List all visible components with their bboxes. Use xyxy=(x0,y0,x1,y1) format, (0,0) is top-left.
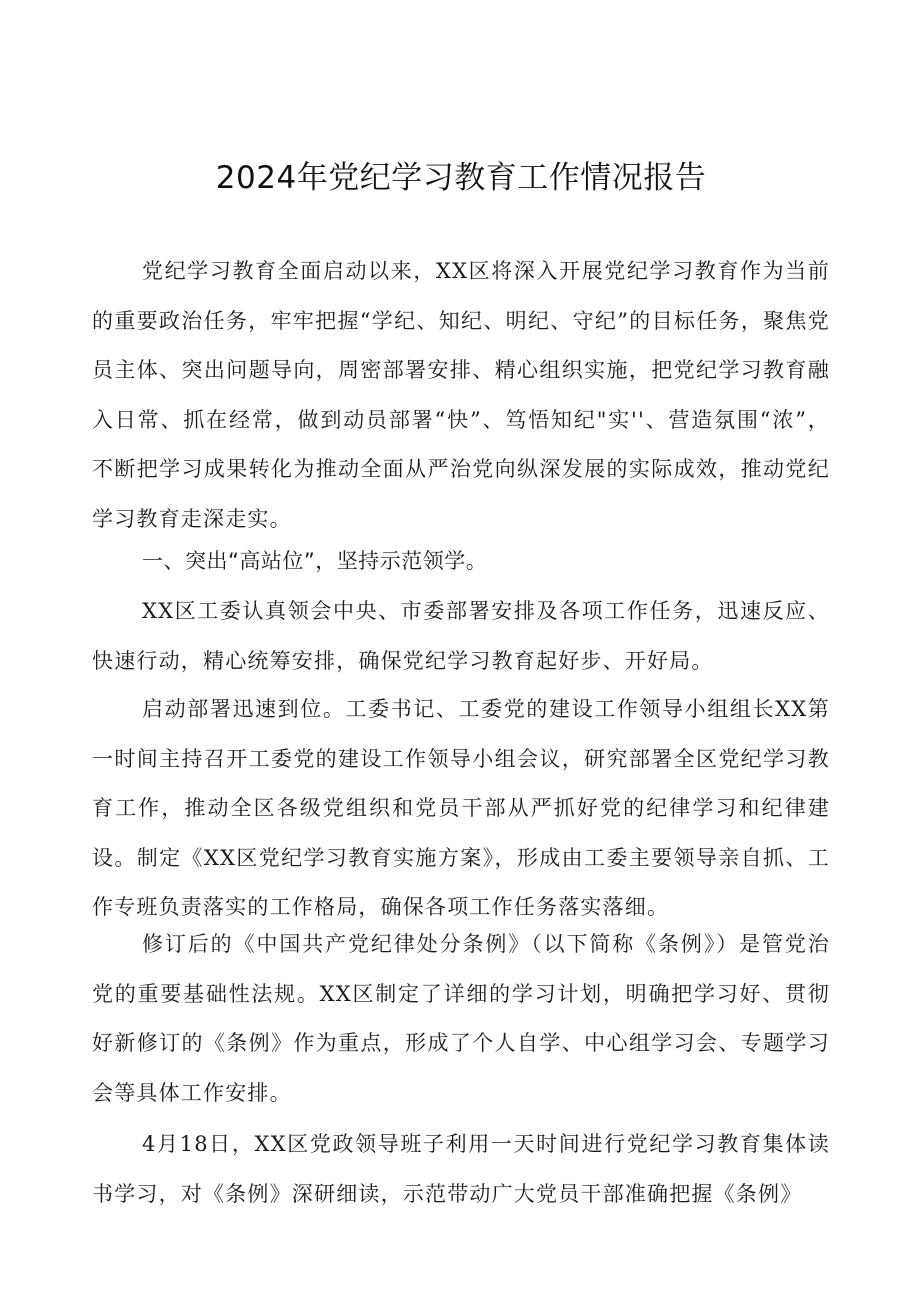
paragraph-deployment: 启动部署迅速到位。工委书记、工委党的建设工作领导小组组长XX第一时间主持召开工委党的建设工作领导小组会议，研究部署全区党纪学习教育工作，推动全区各级党组织和党员干部从严抓好党的纪律学习和纪律建设。制定《XX区党纪学习教育实施方案》，形成由工委主要领导亲自抓、工作专班负责落实的工作格局，确保各项工作任务落实落细。 xyxy=(92,697,830,919)
paragraph-regulations: 修订后的《中国共产党纪律处分条例》（以下简称《条例》）是管党治党的重要基础性法规。XX区制定了详细的学习计划，明确把学习好、贯彻好新修订的《条例》作为重点，形成了个人自学、中心组学习会、专题学习会等具体工作安排。 xyxy=(92,932,830,1105)
paragraph-section-1: XX区工委认真领会中央、市委部署安排及各项工作任务，迅速反应、快速行动，精心统筹安排，确保党纪学习教育起好步、开好局。 xyxy=(92,599,830,673)
document-title: 2024年党纪学习教育工作情况报告 xyxy=(215,160,707,196)
section-heading-1: 一、突出“高站位”，坚持示范领学。 xyxy=(142,549,488,573)
paragraph-intro: 党纪学习教育全面启动以来，XX区将深入开展党纪学习教育作为当前的重要政治任务，牢牢把握“学纪、知纪、明纪、守纪”的目标任务，聚焦党员主体、突出问题导向，周密部署安排、精心组织实施，把党纪学习教育融入日常、抓在经常，做到动员部署“快”、笃悟知纪"实''、营造氛围“浓”，不断把学习成果转化为推动全面从严治党向纵深发展的实际成效，推动党纪学习教育走深走实。 xyxy=(92,259,830,531)
paragraph-april-18: 4月18日，XX区党政领导班子利用一天时间进行党纪学习教育集体读书学习，对《条例》深研细读，示范带动广大党员干部准确把握《条例》 xyxy=(92,1132,830,1206)
